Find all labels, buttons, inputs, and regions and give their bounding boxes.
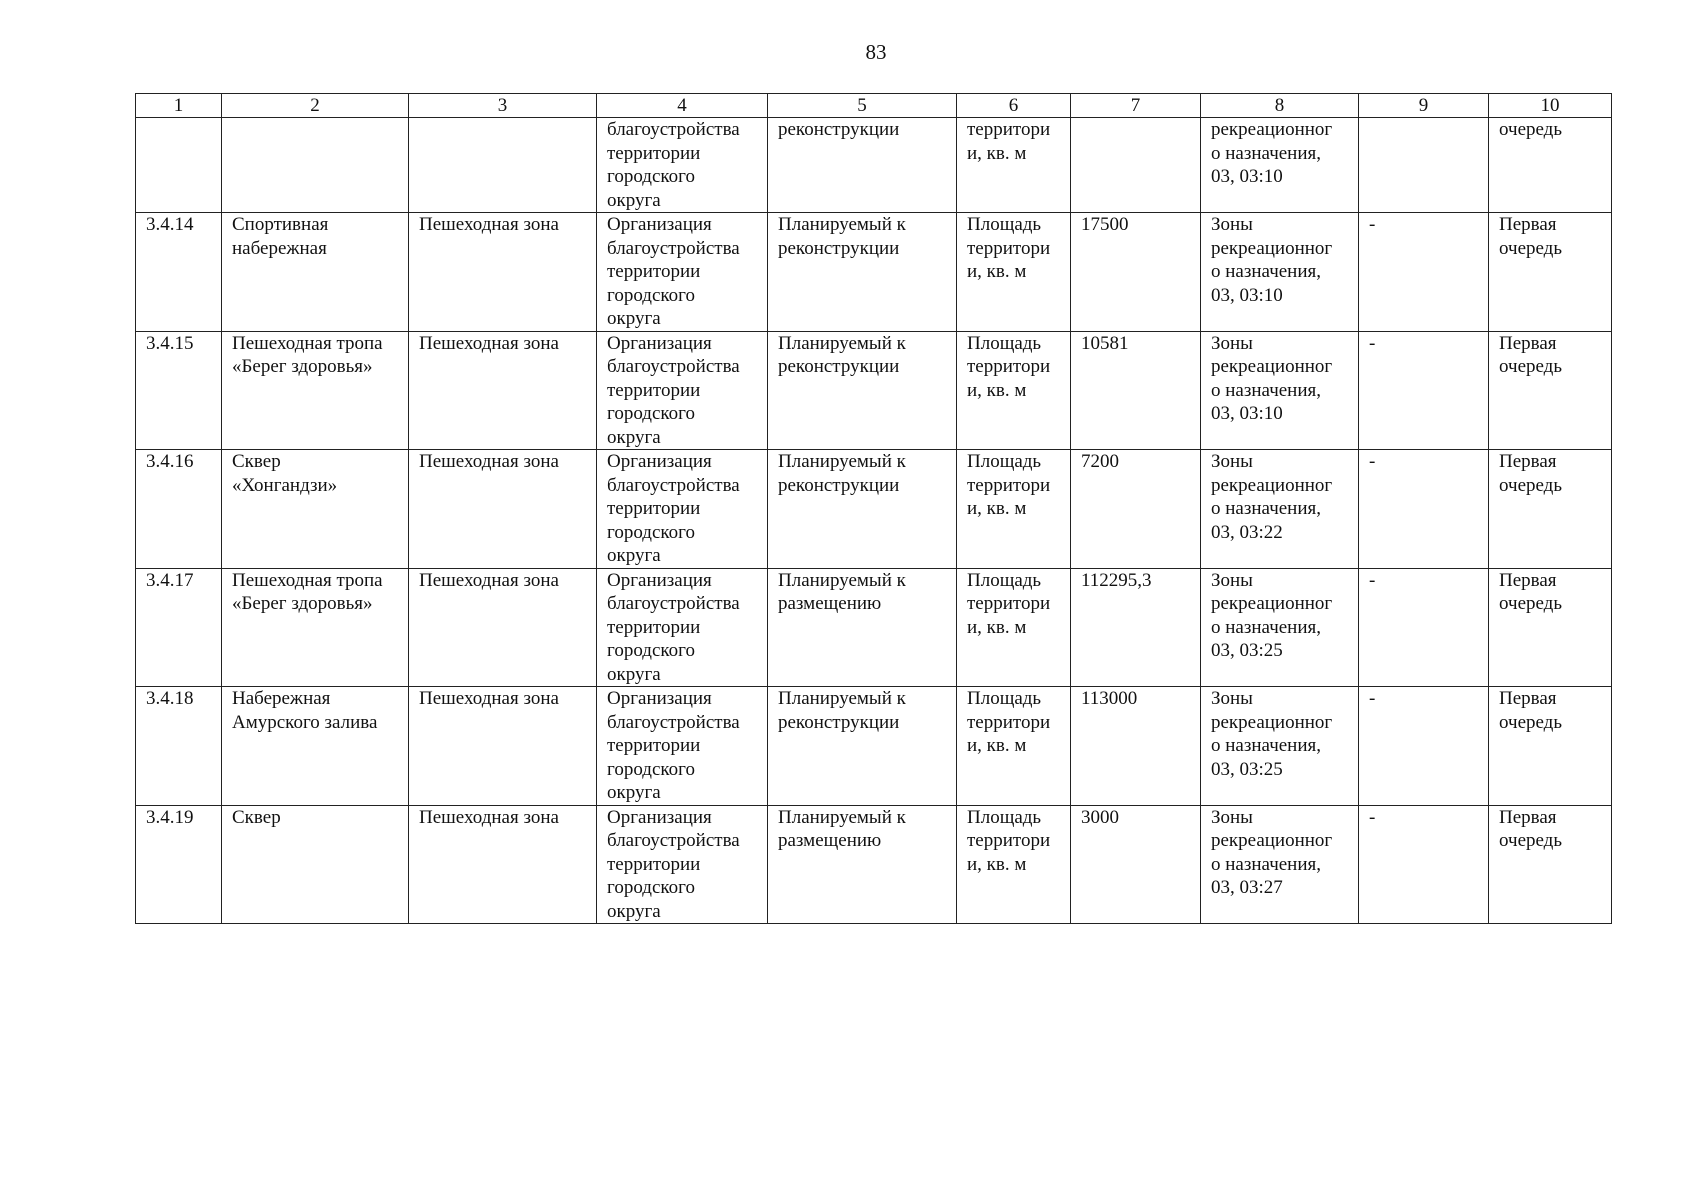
cell-text-line: благоустройства	[607, 356, 740, 377]
cell-zone	[1201, 118, 1359, 213]
cell-text-line: округа	[607, 189, 661, 211]
cell-extra	[1359, 805, 1489, 924]
cell-zone	[1201, 568, 1359, 687]
document-table	[135, 93, 1612, 924]
cell-text-line: территории	[607, 261, 701, 282]
cell-text-line: рекреационног	[1211, 474, 1333, 496]
cell-text-line: Зоны	[1211, 332, 1253, 354]
cell-name	[222, 213, 409, 332]
cell-text-line: 03, 03:25	[1211, 640, 1283, 661]
cell-status	[768, 331, 957, 450]
cell-text-line: Сквер	[232, 451, 281, 472]
cell-text-line: очередь	[1499, 474, 1563, 496]
cell-stage	[1489, 213, 1612, 332]
cell-text-line: рекреационног	[1211, 593, 1333, 614]
cell-number	[136, 331, 222, 450]
cell-parameter	[957, 568, 1071, 687]
cell-text-line: Планируемый к	[778, 332, 906, 354]
cell-text-line: очередь	[1499, 237, 1563, 259]
cell-zone	[1201, 450, 1359, 569]
cell-text-line: Зоны	[1211, 688, 1253, 709]
cell-text-line: территори	[967, 237, 1051, 259]
cell-text-line: 03, 03:22	[1211, 521, 1283, 543]
cell-text-line: благоустройства	[607, 119, 740, 140]
cell-text-line: 7200	[1081, 451, 1119, 472]
cell-parameter	[957, 213, 1071, 332]
cell-text-line: реконструкции	[778, 237, 900, 259]
cell-purpose	[597, 213, 768, 332]
cell-name	[222, 450, 409, 569]
cell-text-line: территории	[607, 379, 701, 401]
cell-number	[136, 118, 222, 213]
header-cell-10: 10	[1489, 94, 1612, 118]
cell-name	[222, 687, 409, 806]
cell-number	[136, 213, 222, 332]
header-cell-9: 9	[1359, 94, 1489, 118]
cell-text-line: Первая	[1499, 688, 1557, 709]
cell-text-line: 3.4.19	[146, 806, 194, 828]
header-cell-5: 5	[768, 94, 957, 118]
header-cell-6: 6	[957, 94, 1071, 118]
cell-name	[222, 568, 409, 687]
cell-parameter	[957, 450, 1071, 569]
cell-text-line: -	[1369, 451, 1376, 472]
header-cell-7: 7	[1071, 94, 1201, 118]
table-row	[136, 118, 1612, 213]
cell-stage	[1489, 687, 1612, 806]
cell-text-line: Площадь	[967, 806, 1042, 828]
cell-text-line: Организация	[607, 569, 712, 591]
table-row	[136, 687, 1612, 806]
cell-parameter	[957, 687, 1071, 806]
cell-text-line: благоустройства	[607, 237, 740, 259]
cell-text-line: Площадь	[967, 451, 1042, 472]
cell-text-line: и, кв. м	[967, 142, 1027, 164]
cell-text-line: рекреационног	[1211, 711, 1333, 733]
cell-text-line: и, кв. м	[967, 853, 1027, 875]
cell-text-line: Пешеходная тропа	[232, 332, 383, 354]
header-cell-3: 3	[409, 94, 597, 118]
cell-text-line: Зоны	[1211, 569, 1253, 591]
cell-text-line: -	[1369, 214, 1376, 235]
cell-text-line: о назначения,	[1211, 616, 1322, 638]
cell-text-line: Первая	[1499, 569, 1557, 591]
cell-text-line: 10581	[1081, 332, 1129, 354]
cell-extra	[1359, 568, 1489, 687]
cell-text-line: округа	[607, 782, 661, 803]
cell-number	[136, 568, 222, 687]
cell-text-line: о назначения,	[1211, 142, 1322, 164]
cell-text-line: 112295,3	[1081, 569, 1152, 591]
cell-text-line: территории	[607, 616, 701, 638]
cell-text-line: Площадь	[967, 332, 1042, 354]
table-row	[136, 568, 1612, 687]
table-row	[136, 805, 1612, 924]
cell-text-line: Первая	[1499, 806, 1557, 828]
cell-text-line: Зоны	[1211, 451, 1253, 472]
cell-value	[1071, 118, 1201, 213]
cell-text-line: Первая	[1499, 332, 1557, 354]
cell-status	[768, 213, 957, 332]
cell-text-line: городского	[607, 758, 695, 780]
cell-text-line: округа	[607, 426, 661, 448]
cell-text-line: о назначения,	[1211, 853, 1322, 875]
cell-text-line: Зоны	[1211, 214, 1253, 235]
cell-text-line: Пешеходная зона	[419, 569, 559, 591]
cell-name	[222, 118, 409, 213]
cell-purpose	[597, 687, 768, 806]
cell-text-line: Планируемый к	[778, 806, 906, 828]
cell-text-line: -	[1369, 688, 1376, 709]
cell-text-line: Организация	[607, 332, 712, 354]
cell-text-line: Площадь	[967, 569, 1042, 591]
cell-text-line: Первая	[1499, 451, 1557, 472]
table-row	[136, 450, 1612, 569]
cell-stage	[1489, 450, 1612, 569]
table-row	[136, 331, 1612, 450]
cell-text-line: реконструкции	[778, 356, 900, 377]
cell-type	[409, 213, 597, 332]
cell-text-line: очередь	[1499, 830, 1563, 851]
cell-zone	[1201, 331, 1359, 450]
cell-extra	[1359, 450, 1489, 569]
cell-text-line: набережная	[232, 237, 327, 259]
cell-text-line: городского	[607, 284, 695, 306]
cell-purpose	[597, 118, 768, 213]
cell-text-line: и, кв. м	[967, 261, 1027, 282]
cell-text-line: и, кв. м	[967, 616, 1027, 638]
header-cell-2: 2	[222, 94, 409, 118]
cell-text-line: Планируемый к	[778, 688, 906, 709]
cell-text-line: очередь	[1499, 711, 1563, 733]
cell-text-line: 03, 03:27	[1211, 877, 1283, 898]
cell-text-line: размещению	[778, 830, 882, 851]
cell-text-line: городского	[607, 166, 695, 187]
cell-text-line: городского	[607, 403, 695, 424]
cell-text-line: 03, 03:10	[1211, 166, 1283, 187]
cell-text-line: реконструкции	[778, 474, 900, 496]
cell-text-line: Организация	[607, 688, 712, 709]
cell-value	[1071, 805, 1201, 924]
cell-text-line: территории	[607, 498, 701, 519]
cell-text-line: размещению	[778, 593, 882, 614]
cell-text-line: и, кв. м	[967, 735, 1027, 756]
cell-text-line: и, кв. м	[967, 498, 1027, 519]
cell-text-line: Планируемый к	[778, 569, 906, 591]
cell-text-line: о назначения,	[1211, 498, 1322, 519]
header-row	[136, 94, 1612, 118]
cell-text-line: «Хонгандзи»	[232, 474, 338, 496]
cell-text-line: Набережная	[232, 688, 331, 709]
cell-text-line: 3.4.14	[146, 214, 194, 235]
cell-purpose	[597, 568, 768, 687]
cell-value	[1071, 213, 1201, 332]
cell-text-line: Спортивная	[232, 214, 329, 235]
cell-status	[768, 450, 957, 569]
cell-text-line: благоустройства	[607, 830, 740, 851]
cell-number	[136, 687, 222, 806]
cell-zone	[1201, 687, 1359, 806]
cell-type	[409, 118, 597, 213]
cell-text-line: Планируемый к	[778, 214, 906, 235]
cell-text-line: о назначения,	[1211, 261, 1322, 282]
header-cell-1: 1	[136, 94, 222, 118]
cell-text-line: 03, 03:25	[1211, 758, 1283, 780]
cell-stage	[1489, 331, 1612, 450]
cell-text-line: Сквер	[232, 806, 281, 828]
cell-text-line: Организация	[607, 214, 712, 235]
cell-type	[409, 331, 597, 450]
table-body	[136, 118, 1612, 924]
cell-zone	[1201, 805, 1359, 924]
header-cell-4: 4	[597, 94, 768, 118]
cell-name	[222, 331, 409, 450]
cell-status	[768, 805, 957, 924]
cell-text-line: территории	[607, 853, 701, 875]
cell-parameter	[957, 331, 1071, 450]
cell-text-line: территори	[967, 474, 1051, 496]
cell-purpose	[597, 450, 768, 569]
cell-stage	[1489, 805, 1612, 924]
cell-stage	[1489, 118, 1612, 213]
cell-text-line: и, кв. м	[967, 379, 1027, 401]
cell-text-line: городского	[607, 521, 695, 543]
cell-text-line: очередь	[1499, 593, 1563, 614]
cell-text-line: Организация	[607, 451, 712, 472]
cell-text-line: «Берег здоровья»	[232, 356, 373, 377]
cell-text-line: городского	[607, 877, 695, 898]
cell-text-line: Площадь	[967, 214, 1042, 235]
cell-text-line: Планируемый к	[778, 451, 906, 472]
cell-value	[1071, 331, 1201, 450]
cell-status	[768, 118, 957, 213]
table-row	[136, 213, 1612, 332]
cell-stage	[1489, 568, 1612, 687]
cell-text-line: округа	[607, 545, 661, 566]
header-cell-8: 8	[1201, 94, 1359, 118]
cell-text-line: о назначения,	[1211, 379, 1322, 401]
cell-text-line: 03, 03:10	[1211, 403, 1283, 424]
cell-number	[136, 450, 222, 569]
cell-text-line: Пешеходная тропа	[232, 569, 383, 591]
cell-text-line: 3.4.17	[146, 569, 194, 591]
cell-text-line: городского	[607, 640, 695, 661]
cell-type	[409, 805, 597, 924]
cell-value	[1071, 687, 1201, 806]
cell-type	[409, 687, 597, 806]
page-number: 83	[865, 40, 887, 64]
cell-parameter	[957, 805, 1071, 924]
cell-extra	[1359, 687, 1489, 806]
cell-purpose	[597, 805, 768, 924]
cell-text-line: 3.4.16	[146, 451, 194, 472]
cell-text-line: 3.4.15	[146, 332, 194, 354]
cell-text-line: 3000	[1081, 806, 1119, 828]
cell-text-line: рекреационног	[1211, 356, 1333, 377]
cell-text-line: рекреационног	[1211, 237, 1333, 259]
cell-number	[136, 805, 222, 924]
cell-text-line: 113000	[1081, 688, 1138, 709]
cell-text-line: 17500	[1081, 214, 1129, 235]
cell-text-line: Пешеходная зона	[419, 688, 559, 709]
cell-text-line: территории	[607, 735, 701, 756]
cell-text-line: 03, 03:10	[1211, 284, 1283, 306]
cell-value	[1071, 450, 1201, 569]
cell-zone	[1201, 213, 1359, 332]
cell-text-line: очередь	[1499, 119, 1563, 140]
cell-text-line: -	[1369, 332, 1376, 354]
cell-text-line: территори	[967, 356, 1051, 377]
cell-text-line: Пешеходная зона	[419, 806, 559, 828]
cell-text-line: Пешеходная зона	[419, 451, 559, 472]
cell-text-line: округа	[607, 663, 661, 685]
cell-text-line: территории	[607, 142, 701, 164]
cell-text-line: территори	[967, 119, 1051, 140]
cell-text-line: Амурского залива	[232, 711, 378, 733]
cell-status	[768, 568, 957, 687]
cell-text-line: реконструкции	[778, 119, 900, 140]
cell-text-line: территори	[967, 830, 1051, 851]
cell-text-line: Пешеходная зона	[419, 214, 559, 235]
cell-text-line: благоустройства	[607, 474, 740, 496]
cell-text-line: благоустройства	[607, 593, 740, 614]
cell-value	[1071, 568, 1201, 687]
cell-text-line: Пешеходная зона	[419, 332, 559, 354]
cell-text-line: о назначения,	[1211, 735, 1322, 756]
cell-type	[409, 568, 597, 687]
cell-text-line: рекреационног	[1211, 830, 1333, 851]
cell-parameter	[957, 118, 1071, 213]
cell-purpose	[597, 331, 768, 450]
cell-status	[768, 687, 957, 806]
cell-text-line: -	[1369, 806, 1376, 828]
cell-extra	[1359, 331, 1489, 450]
cell-text-line: реконструкции	[778, 711, 900, 733]
cell-text-line: округа	[607, 900, 661, 922]
cell-extra	[1359, 213, 1489, 332]
cell-text-line: территори	[967, 593, 1051, 614]
cell-extra	[1359, 118, 1489, 213]
cell-text-line: Площадь	[967, 688, 1042, 709]
cell-text-line: благоустройства	[607, 711, 740, 733]
cell-text-line: рекреационног	[1211, 119, 1333, 140]
cell-text-line: Зоны	[1211, 806, 1253, 828]
cell-name	[222, 805, 409, 924]
cell-text-line: Организация	[607, 806, 712, 828]
cell-text-line: -	[1369, 569, 1376, 591]
cell-text-line: «Берег здоровья»	[232, 593, 373, 614]
cell-text-line: территори	[967, 711, 1051, 733]
cell-type	[409, 450, 597, 569]
cell-text-line: Первая	[1499, 214, 1557, 235]
cell-text-line: 3.4.18	[146, 688, 194, 709]
cell-text-line: очередь	[1499, 356, 1563, 377]
cell-text-line: округа	[607, 308, 661, 329]
